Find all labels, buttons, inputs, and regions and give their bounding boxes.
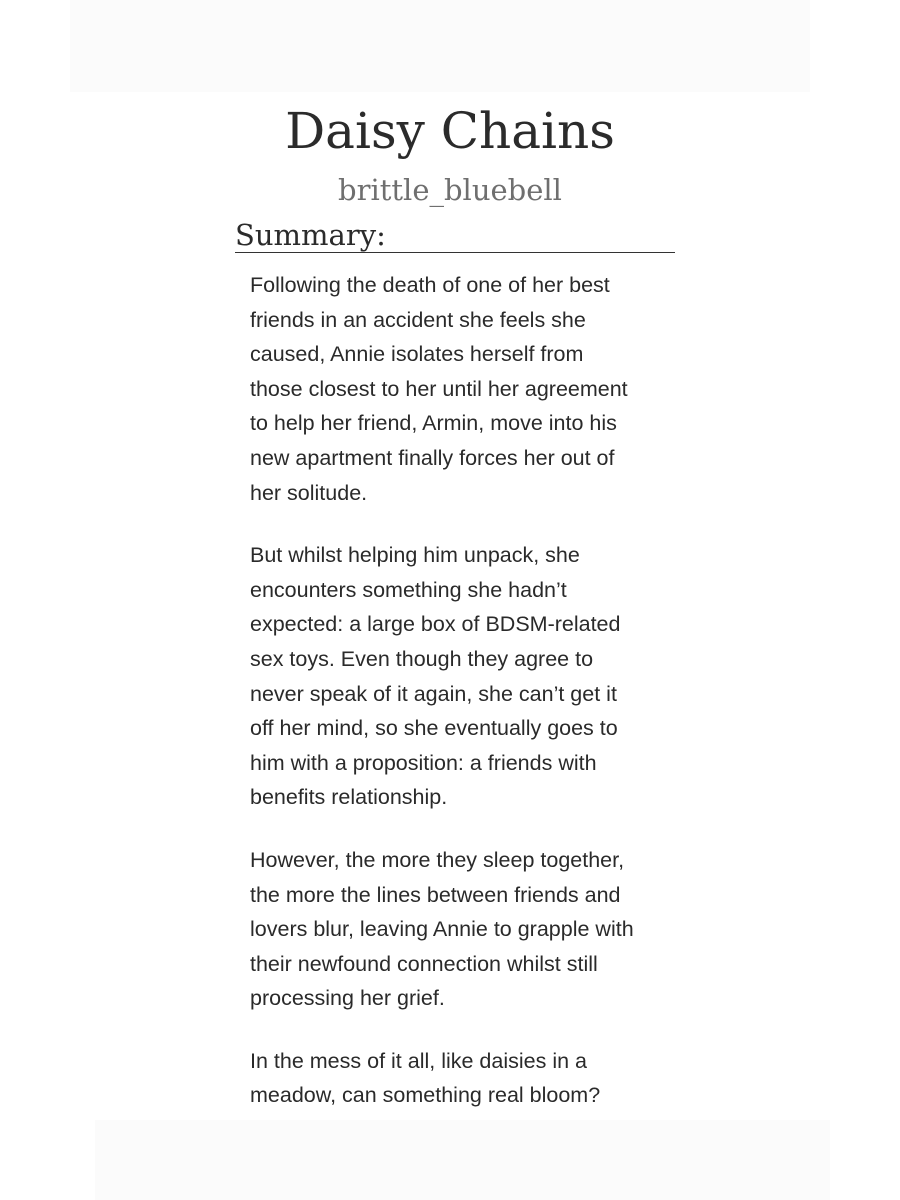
summary-body: [250, 268, 670, 1141]
author-name: brittle_bluebell: [338, 173, 562, 207]
summary-paragraph: Following the death of one of her best friends in an accident she feels she caused, Annie isolates herself from those closest to her until her agreement to help her friend, Armin, move into his new apartment finally forces her out of her solitude.: [250, 273, 628, 505]
work-title: Daisy Chains: [285, 102, 615, 160]
top-background-panel: [70, 0, 810, 92]
summary-heading: Summary:: [235, 216, 675, 253]
summary-paragraph: But whilst helping him unpack, she encounters something she hadn’t expected: a large box of BDSM-related sex toys. Even though they agree to never speak of it again, she can’t get it off her mind, so she eventually goes to him with a proposition: a friends with benefits relationship.: [250, 543, 621, 810]
summary-paragraph: However, the more they sleep together, the more the lines between friends and lovers blur, leaving Annie to grapple with their newfound connection whilst still processing her grief.: [250, 847, 634, 1011]
summary-paragraph: In the mess of it all, like daisies in a meadow, can something real bloom?: [250, 1048, 601, 1108]
